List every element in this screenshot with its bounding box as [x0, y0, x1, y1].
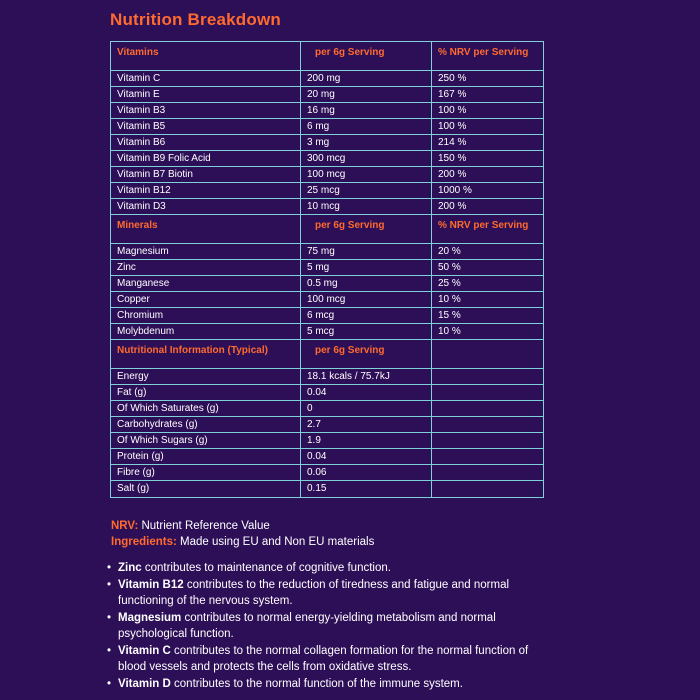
serving-value-cell: 100 mcg — [301, 167, 432, 183]
table-row — [111, 385, 544, 401]
nrv-value-cell: 10 % — [432, 324, 544, 340]
table-row — [111, 369, 544, 385]
nrv-text: Nutrient Reference Value — [141, 520, 270, 532]
nrv-value-cell — [432, 385, 544, 401]
nutrient-name-cell: Salt (g) — [111, 481, 301, 498]
nutrient-name-cell: Of Which Saturates (g) — [111, 401, 301, 417]
nrv-label: NRV: — [111, 520, 139, 532]
nrv-value-cell: 20 % — [432, 244, 544, 260]
nrv-value-cell: 150 % — [432, 151, 544, 167]
table-row — [111, 417, 544, 433]
serving-value-cell: 200 mg — [301, 71, 432, 87]
nutrient-name-cell: Vitamin B3 — [111, 103, 301, 119]
table-row — [111, 308, 544, 324]
table-row — [111, 135, 544, 151]
table-row — [111, 183, 544, 199]
nutrient-name-cell: Vitamin B12 — [111, 183, 301, 199]
nutrient-name-cell: Protein (g) — [111, 449, 301, 465]
nutrient-name-cell: Zinc — [111, 260, 301, 276]
nutrient-name-cell: Vitamin B6 — [111, 135, 301, 151]
serving-value-cell: 300 mcg — [301, 151, 432, 167]
nrv-value-cell: 25 % — [432, 276, 544, 292]
nutrient-name-cell: Manganese — [111, 276, 301, 292]
serving-value-cell: 3 mg — [301, 135, 432, 151]
nutrient-name-cell: Vitamin B9 Folic Acid — [111, 151, 301, 167]
bullet-icon: • — [107, 644, 112, 657]
header-serving-cell: per 6g Serving — [301, 42, 432, 71]
bullet-icon: • — [107, 578, 112, 591]
table-row — [111, 465, 544, 481]
serving-value-cell: 0 — [301, 401, 432, 417]
serving-value-cell: 6 mg — [301, 119, 432, 135]
nutrient-name-cell: Molybdenum — [111, 324, 301, 340]
nrv-value-cell — [432, 481, 544, 498]
nrv-value-cell: 200 % — [432, 199, 544, 215]
serving-value-cell: 1.9 — [301, 433, 432, 449]
section-header-row — [111, 42, 544, 71]
nutrient-name-cell: Carbohydrates (g) — [111, 417, 301, 433]
serving-value-cell: 6 mcg — [301, 308, 432, 324]
nrv-value-cell: 167 % — [432, 87, 544, 103]
claim-nutrient: Vitamin B12 — [118, 578, 184, 591]
health-claims-list — [104, 560, 554, 692]
nrv-value-cell: 100 % — [432, 119, 544, 135]
serving-value-cell: 0.06 — [301, 465, 432, 481]
nrv-value-cell: 250 % — [432, 71, 544, 87]
serving-value-cell: 20 mg — [301, 87, 432, 103]
table-row — [111, 151, 544, 167]
header-name-cell: Nutritional Information (Typical) — [111, 340, 301, 369]
nrv-note — [111, 518, 374, 534]
list-item — [104, 610, 554, 643]
header-nrv-cell: % NRV per Serving — [432, 215, 544, 244]
table-row — [111, 292, 544, 308]
table-row — [111, 244, 544, 260]
header-serving-cell: per 6g Serving — [301, 215, 432, 244]
claim-nutrient: Vitamin D — [118, 677, 171, 690]
claim-nutrient: Magnesium — [118, 611, 182, 624]
list-item — [104, 577, 554, 610]
nrv-value-cell: 214 % — [432, 135, 544, 151]
nutrient-name-cell: Vitamin B5 — [111, 119, 301, 135]
table-row — [111, 103, 544, 119]
serving-value-cell: 5 mcg — [301, 324, 432, 340]
nrv-value-cell: 100 % — [432, 103, 544, 119]
claim-text: contributes to the reduction of tiredness and fatigue and normal functioning of the nervous system. — [118, 578, 510, 607]
nrv-value-cell — [432, 465, 544, 481]
nutrition-table — [110, 41, 544, 498]
nrv-value-cell: 200 % — [432, 167, 544, 183]
header-nrv-cell — [432, 340, 544, 369]
bullet-icon: • — [107, 677, 112, 690]
nrv-value-cell — [432, 401, 544, 417]
nrv-value-cell — [432, 449, 544, 465]
serving-value-cell: 2.7 — [301, 417, 432, 433]
header-serving-cell: per 6g Serving — [301, 340, 432, 369]
claim-nutrient: Zinc — [118, 562, 142, 574]
serving-value-cell: 10 mcg — [301, 199, 432, 215]
nrv-value-cell: 10 % — [432, 292, 544, 308]
claim-text: contributes to normal energy-yielding metabolism and normal psychological function. — [118, 611, 496, 640]
table-row — [111, 324, 544, 340]
nrv-value-cell: 50 % — [432, 260, 544, 276]
page-title: Nutrition Breakdown — [110, 10, 281, 29]
claim-text: contributes to maintenance of cognitive function. — [144, 562, 391, 574]
table-row — [111, 481, 544, 498]
serving-value-cell: 0.15 — [301, 481, 432, 498]
nutrient-name-cell: Of Which Sugars (g) — [111, 433, 301, 449]
table-row — [111, 433, 544, 449]
table-row — [111, 276, 544, 292]
serving-value-cell: 0.04 — [301, 385, 432, 401]
claim-text: contributes to the normal function of the immune system. — [174, 677, 463, 690]
notes-block — [111, 518, 374, 550]
ingredients-note — [111, 534, 374, 550]
claim-text: contributes to the normal collagen formation for the normal function of blood vessels and protects the cells from oxidative stress. — [118, 644, 529, 673]
nrv-value-cell: 1000 % — [432, 183, 544, 199]
bullet-icon: • — [107, 562, 112, 574]
header-nrv-cell: % NRV per Serving — [432, 42, 544, 71]
serving-value-cell: 0.5 mg — [301, 276, 432, 292]
table-row — [111, 167, 544, 183]
serving-value-cell: 16 mg — [301, 103, 432, 119]
table-row — [111, 199, 544, 215]
nrv-value-cell: 15 % — [432, 308, 544, 324]
table-row — [111, 87, 544, 103]
list-item — [104, 643, 554, 676]
serving-value-cell: 0.04 — [301, 449, 432, 465]
list-item — [104, 676, 554, 693]
section-header-row — [111, 215, 544, 244]
nrv-value-cell — [432, 369, 544, 385]
claim-nutrient: Vitamin C — [118, 644, 171, 657]
header-name-cell: Vitamins — [111, 42, 301, 71]
nrv-value-cell — [432, 433, 544, 449]
nutrient-name-cell: Magnesium — [111, 244, 301, 260]
bullet-icon: • — [107, 611, 112, 624]
ingredients-text: Made using EU and Non EU materials — [180, 536, 375, 548]
serving-value-cell: 75 mg — [301, 244, 432, 260]
nutrient-name-cell: Vitamin E — [111, 87, 301, 103]
nutrient-name-cell: Copper — [111, 292, 301, 308]
serving-value-cell: 5 mg — [301, 260, 432, 276]
nutrient-name-cell: Vitamin C — [111, 71, 301, 87]
table-row — [111, 71, 544, 87]
list-item — [104, 560, 554, 577]
serving-value-cell: 100 mcg — [301, 292, 432, 308]
serving-value-cell: 25 mcg — [301, 183, 432, 199]
table-row — [111, 401, 544, 417]
table-row — [111, 449, 544, 465]
nutrient-name-cell: Energy — [111, 369, 301, 385]
table-row — [111, 119, 544, 135]
nutrient-name-cell: Chromium — [111, 308, 301, 324]
nrv-value-cell — [432, 417, 544, 433]
nutrient-name-cell: Vitamin B7 Biotin — [111, 167, 301, 183]
nutrient-name-cell: Vitamin D3 — [111, 199, 301, 215]
ingredients-label: Ingredients: — [111, 536, 177, 548]
section-header-row — [111, 340, 544, 369]
nutrient-name-cell: Fibre (g) — [111, 465, 301, 481]
table-row — [111, 260, 544, 276]
header-name-cell: Minerals — [111, 215, 301, 244]
nutrient-name-cell: Fat (g) — [111, 385, 301, 401]
serving-value-cell: 18.1 kcals / 75.7kJ — [301, 369, 432, 385]
